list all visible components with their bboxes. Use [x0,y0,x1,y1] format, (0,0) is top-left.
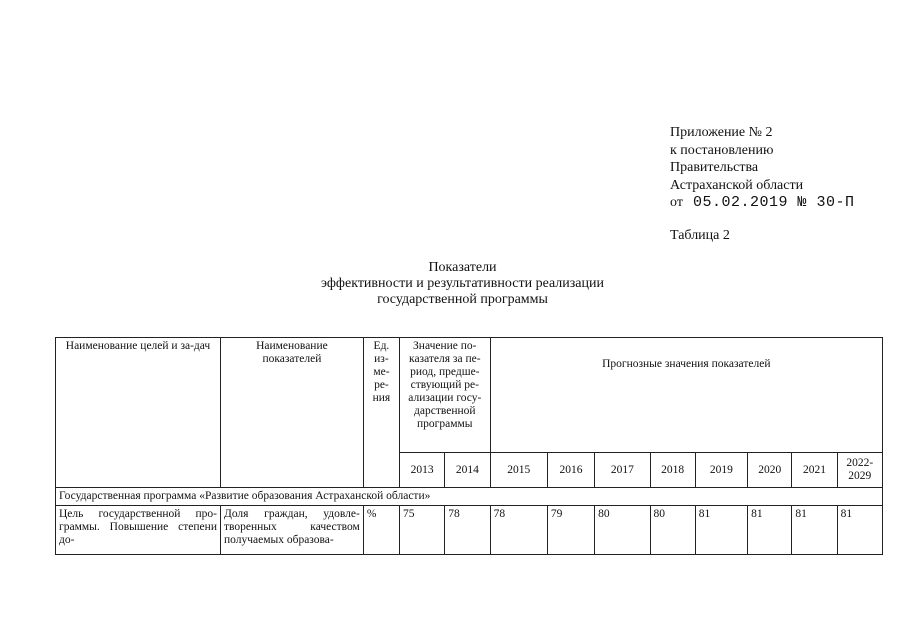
year-2016: 2016 [547,453,594,488]
value-2016: 79 [547,506,594,555]
year-2017: 2017 [595,453,650,488]
year-2015: 2015 [490,453,547,488]
value-2019: 81 [695,506,747,555]
value-2015: 78 [490,506,547,555]
year-2020: 2020 [748,453,792,488]
goal-cell: Цель государственной про-граммы. Повышение степени до- [56,506,221,555]
appendix-line-1: Приложение № 2 [670,125,773,140]
table-row [56,506,883,555]
title-line-3: государственной программы [377,292,548,307]
unit-cell: % [363,506,399,555]
year-2013: 2013 [400,453,445,488]
header-forecast: Прогнозные значения показателей [490,338,882,453]
year-2021: 2021 [792,453,837,488]
indicators-table [55,337,883,555]
header-goals: Наименование целей и за-дач [56,338,221,488]
resolution-date-number: 05.02.2019 № 30-П [692,194,855,211]
year-2014: 2014 [445,453,490,488]
program-row [56,488,883,506]
value-2021: 81 [792,506,837,555]
table-label: Таблица 2 [670,228,730,243]
value-2013: 75 [400,506,445,555]
appendix-line-2: к постановлению [670,142,774,158]
appendix-line-3: Правительства [670,160,759,175]
title-line-1: Показатели [428,260,497,275]
value-2017: 80 [595,506,650,555]
year-2022-2029: 2022-2029 [837,453,882,488]
header-indicators: Наименование показателей [220,338,363,488]
value-2022-2029: 81 [837,506,882,555]
value-2020: 81 [748,506,792,555]
year-2019: 2019 [695,453,747,488]
appendix-line-4: Астраханской области [670,177,804,193]
header-prior-period: Значение по-казателя за пе-риод, предше-ствующий ре-ализации госу-дарственной программы [400,338,491,453]
year-2018: 2018 [650,453,695,488]
document-title [300,260,625,308]
indicator-cell: Доля граждан, удовле-творенных качеством получаемых образова- [220,506,363,555]
appendix-block [670,124,854,212]
date-prefix: от [670,195,683,210]
header-unit: Ед. из-ме-ре-ния [363,338,399,488]
title-line-2: эффективности и результативности реализации [321,276,604,291]
appendix-date-line [670,194,854,212]
value-2018: 80 [650,506,695,555]
value-2014: 78 [445,506,490,555]
header-row-1 [56,338,883,453]
program-name: Государственная программа «Развитие образования Астраханской области» [56,488,883,506]
